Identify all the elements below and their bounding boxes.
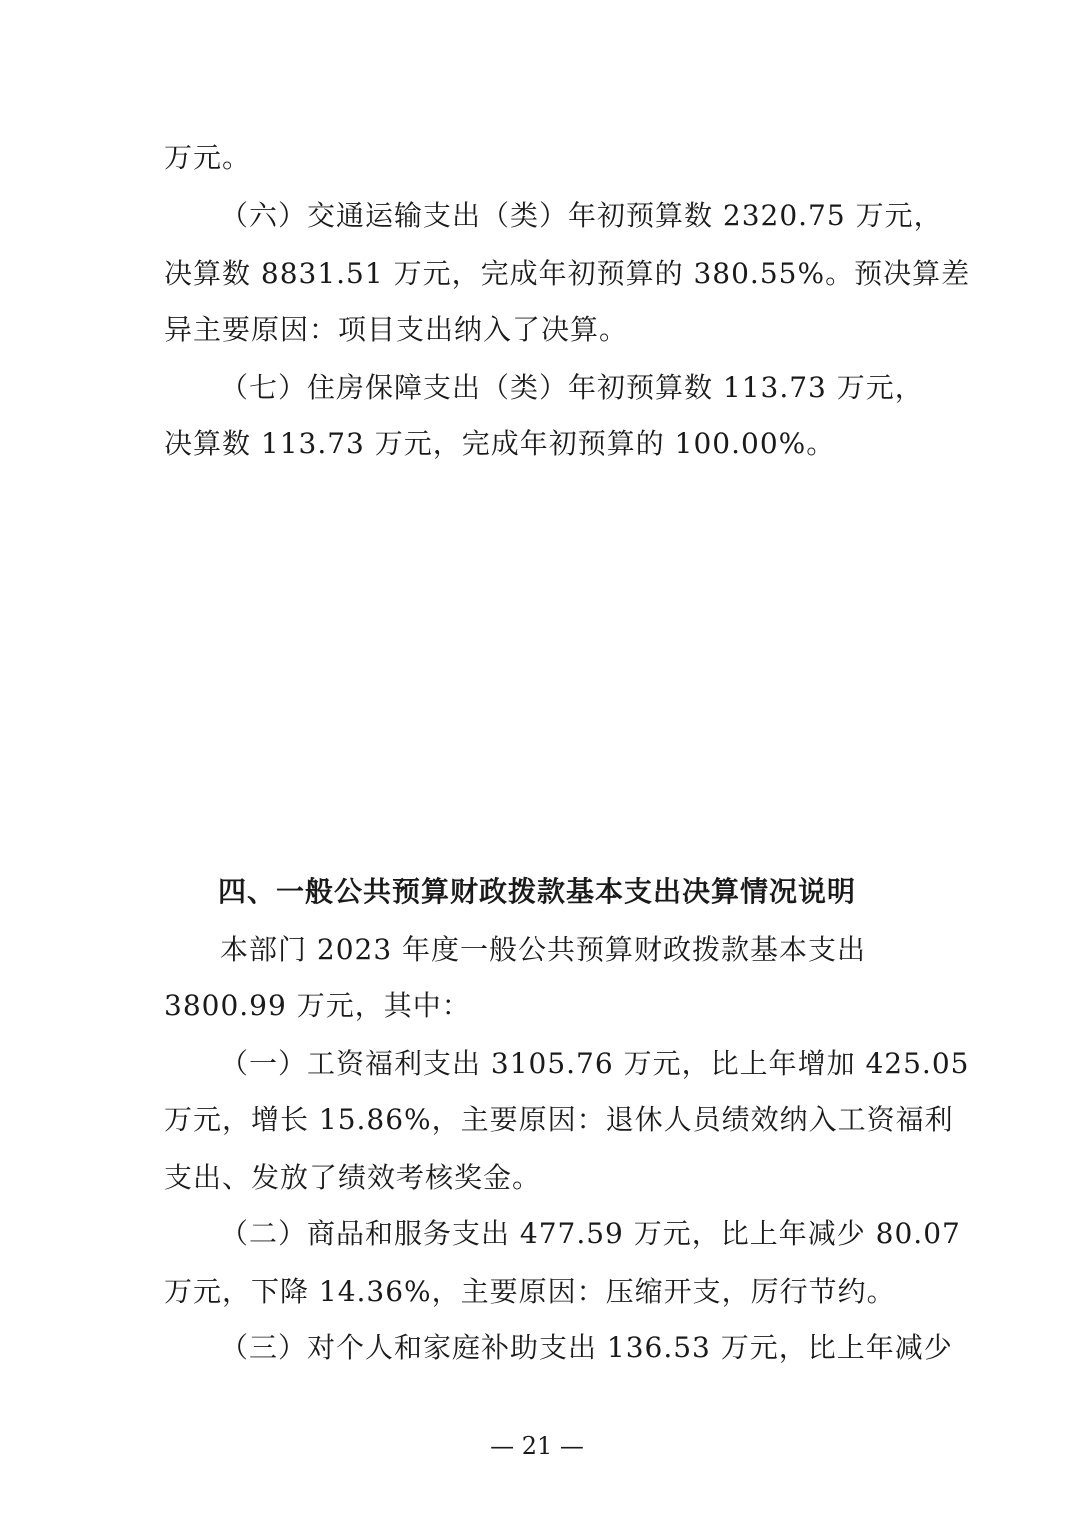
text-line: 支出、发放了绩效考核奖金。: [164, 1161, 542, 1194]
text-line: 决算数 8831.51 万元，完成年初预算的 380.55%。预决算差: [164, 257, 971, 290]
text-line: 万元。: [164, 141, 252, 174]
text-line: 3800.99 万元，其中：: [164, 989, 471, 1022]
text-line: （七）住房保障支出（类）年初预算数 113.73 万元，: [220, 371, 924, 404]
text-line: （三）对个人和家庭补助支出 136.53 万元，比上年减少: [220, 1331, 953, 1364]
text-line: （六）交通运输支出（类）年初预算数 2320.75 万元，: [220, 199, 943, 232]
text-line: 异主要原因：项目支出纳入了决算。: [164, 313, 629, 346]
text-line: 本部门 2023 年度一般公共预算财政拨款基本支出: [220, 933, 867, 966]
page-number: — 21 —: [490, 1432, 584, 1460]
text-line: （二）商品和服务支出 477.59 万元，比上年减少 80.07: [220, 1217, 961, 1250]
text-line: （一）工资福利支出 3105.76 万元，比上年增加 425.05: [220, 1047, 970, 1080]
text-line: 决算数 113.73 万元，完成年初预算的 100.00%。: [164, 427, 836, 460]
text-line: 万元，下降 14.36%，主要原因：压缩开支，厉行节约。: [164, 1275, 896, 1308]
section-heading: 四、一般公共预算财政拨款基本支出决算情况说明: [218, 875, 857, 908]
text-line: 万元，增长 15.86%，主要原因：退休人员绩效纳入工资福利: [164, 1103, 954, 1136]
